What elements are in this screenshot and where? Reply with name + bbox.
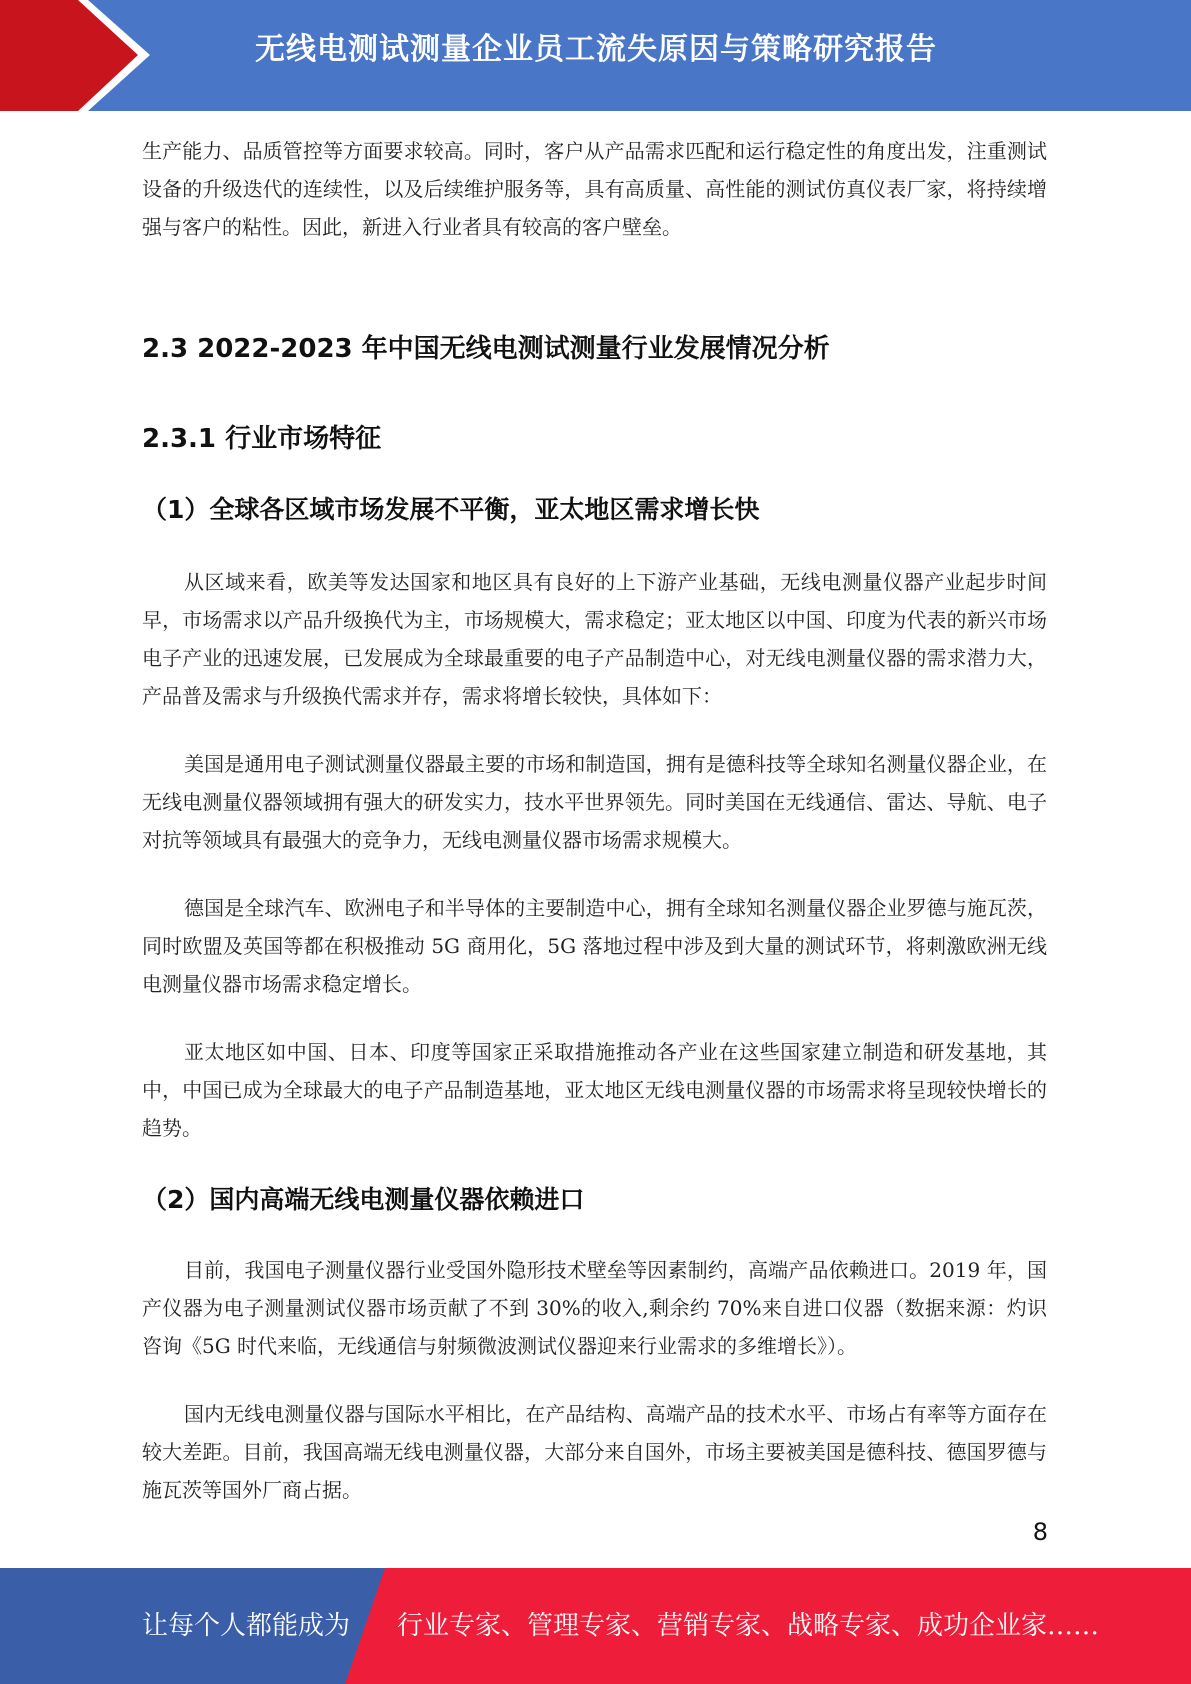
sub2-paragraph-2: 国内无线电测量仪器与国际水平相比，在产品结构、高端产品的技术水平、市场占有率等方面存在较大差距。目前，我国高端无线电测量仪器，大部分来自国外，市场主要被美国是德科技、德国罗德与施瓦茨等国外厂商占据。: [142, 1402, 1047, 1502]
header-arrow-decoration: [0, 0, 150, 111]
footer-slogan-left: 让每个人都能成为: [142, 1611, 351, 1641]
sub1-paragraph-3: 德国是全球汽车、欧洲电子和半导体的主要制造中心，拥有全球知名测量仪器企业罗德与施瓦茨，同时欧盟及英国等都在积极推动 5G 商用化，5G 落地过程中涉及到大量的测试环节，将刺激欧洲无线电测量仪器市场需求稳定增长。: [142, 896, 1047, 996]
footer-slogan-right: 行业专家、管理专家、营销专家、战略专家、成功企业家……: [397, 1611, 1100, 1641]
sub1-paragraph-1: 从区域来看，欧美等发达国家和地区具有良好的上下游产业基础，无线电测量仪器产业起步时间早，市场需求以产品升级换代为主，市场规模大，需求稳定；亚太地区以中国、印度为代表的新兴市场电子产业的迅速发展，已发展成为全球最重要的电子产品制造中心，对无线电测量仪器的需求潜力大，产品普及需求与升级换代需求并存，需求将增长较快，具体如下：: [142, 570, 1047, 708]
subsection-heading-2: （2）国内高端无线电测量仪器依赖进口: [142, 1185, 585, 1214]
document-title: 无线电测试测量企业员工流失原因与策略研究报告: [255, 32, 937, 67]
section-heading-2-3-1: 2.3.1 行业市场特征: [142, 424, 382, 454]
intro-paragraph: 生产能力、品质管控等方面要求较高。同时，客户从产品需求匹配和运行稳定性的角度出发，注重测试设备的升级迭代的连续性，以及后续维护服务等，具有高质量、高性能的测试仿真仪表厂家，将持续增强与客户的粘性。因此，新进入行业者具有较高的客户壁垒。: [142, 139, 1047, 239]
sub2-paragraph-1-block: [142, 1251, 1047, 1365]
sub2-paragraph-1: 目前，我国电子测量仪器行业受国外隐形技术壁垒等因素制约，高端产品依赖进口。2019 年，国产仪器为电子测量测试仪器市场贡献了不到 30%的收入,剩余约 70%来自进口仪器（数据来源：灼识咨询《5G 时代来临，无线通信与射频微波测试仪器迎来行业需求的多维增长》）。: [142, 1258, 1047, 1358]
sub1-paragraph-2: 美国是通用电子测试测量仪器最主要的市场和制造国，拥有是德科技等全球知名测量仪器企业，在无线电测量仪器领域拥有强大的研发实力，技水平世界领先。同时美国在无线通信、雷达、导航、电子对抗等领域具有最强大的竞争力，无线电测量仪器市场需求规模大。: [142, 752, 1047, 852]
page-number: 8: [1032, 1518, 1048, 1546]
sub1-paragraph-4-block: [142, 1033, 1047, 1147]
sub1-paragraph-3-block: [142, 889, 1047, 1003]
sub1-paragraph-1-block: [142, 563, 1047, 715]
page-footer: [0, 1568, 1191, 1684]
sub1-paragraph-4: 亚太地区如中国、日本、印度等国家正采取措施推动各产业在这些国家建立制造和研发基地，其中，中国已成为全球最大的电子产品制造基地，亚太地区无线电测量仪器的市场需求将呈现较快增长的趋势。: [142, 1040, 1047, 1140]
section-heading-2-3: 2.3 2022-2023 年中国无线电测试测量行业发展情况分析: [142, 334, 830, 364]
page-header: [0, 0, 1191, 111]
intro-paragraph-block: [142, 132, 1047, 246]
subsection-heading-1: （1）全球各区域市场发展不平衡，亚太地区需求增长快: [142, 495, 760, 524]
sub1-paragraph-2-block: [142, 745, 1047, 859]
sub2-paragraph-2-block: [142, 1395, 1047, 1509]
